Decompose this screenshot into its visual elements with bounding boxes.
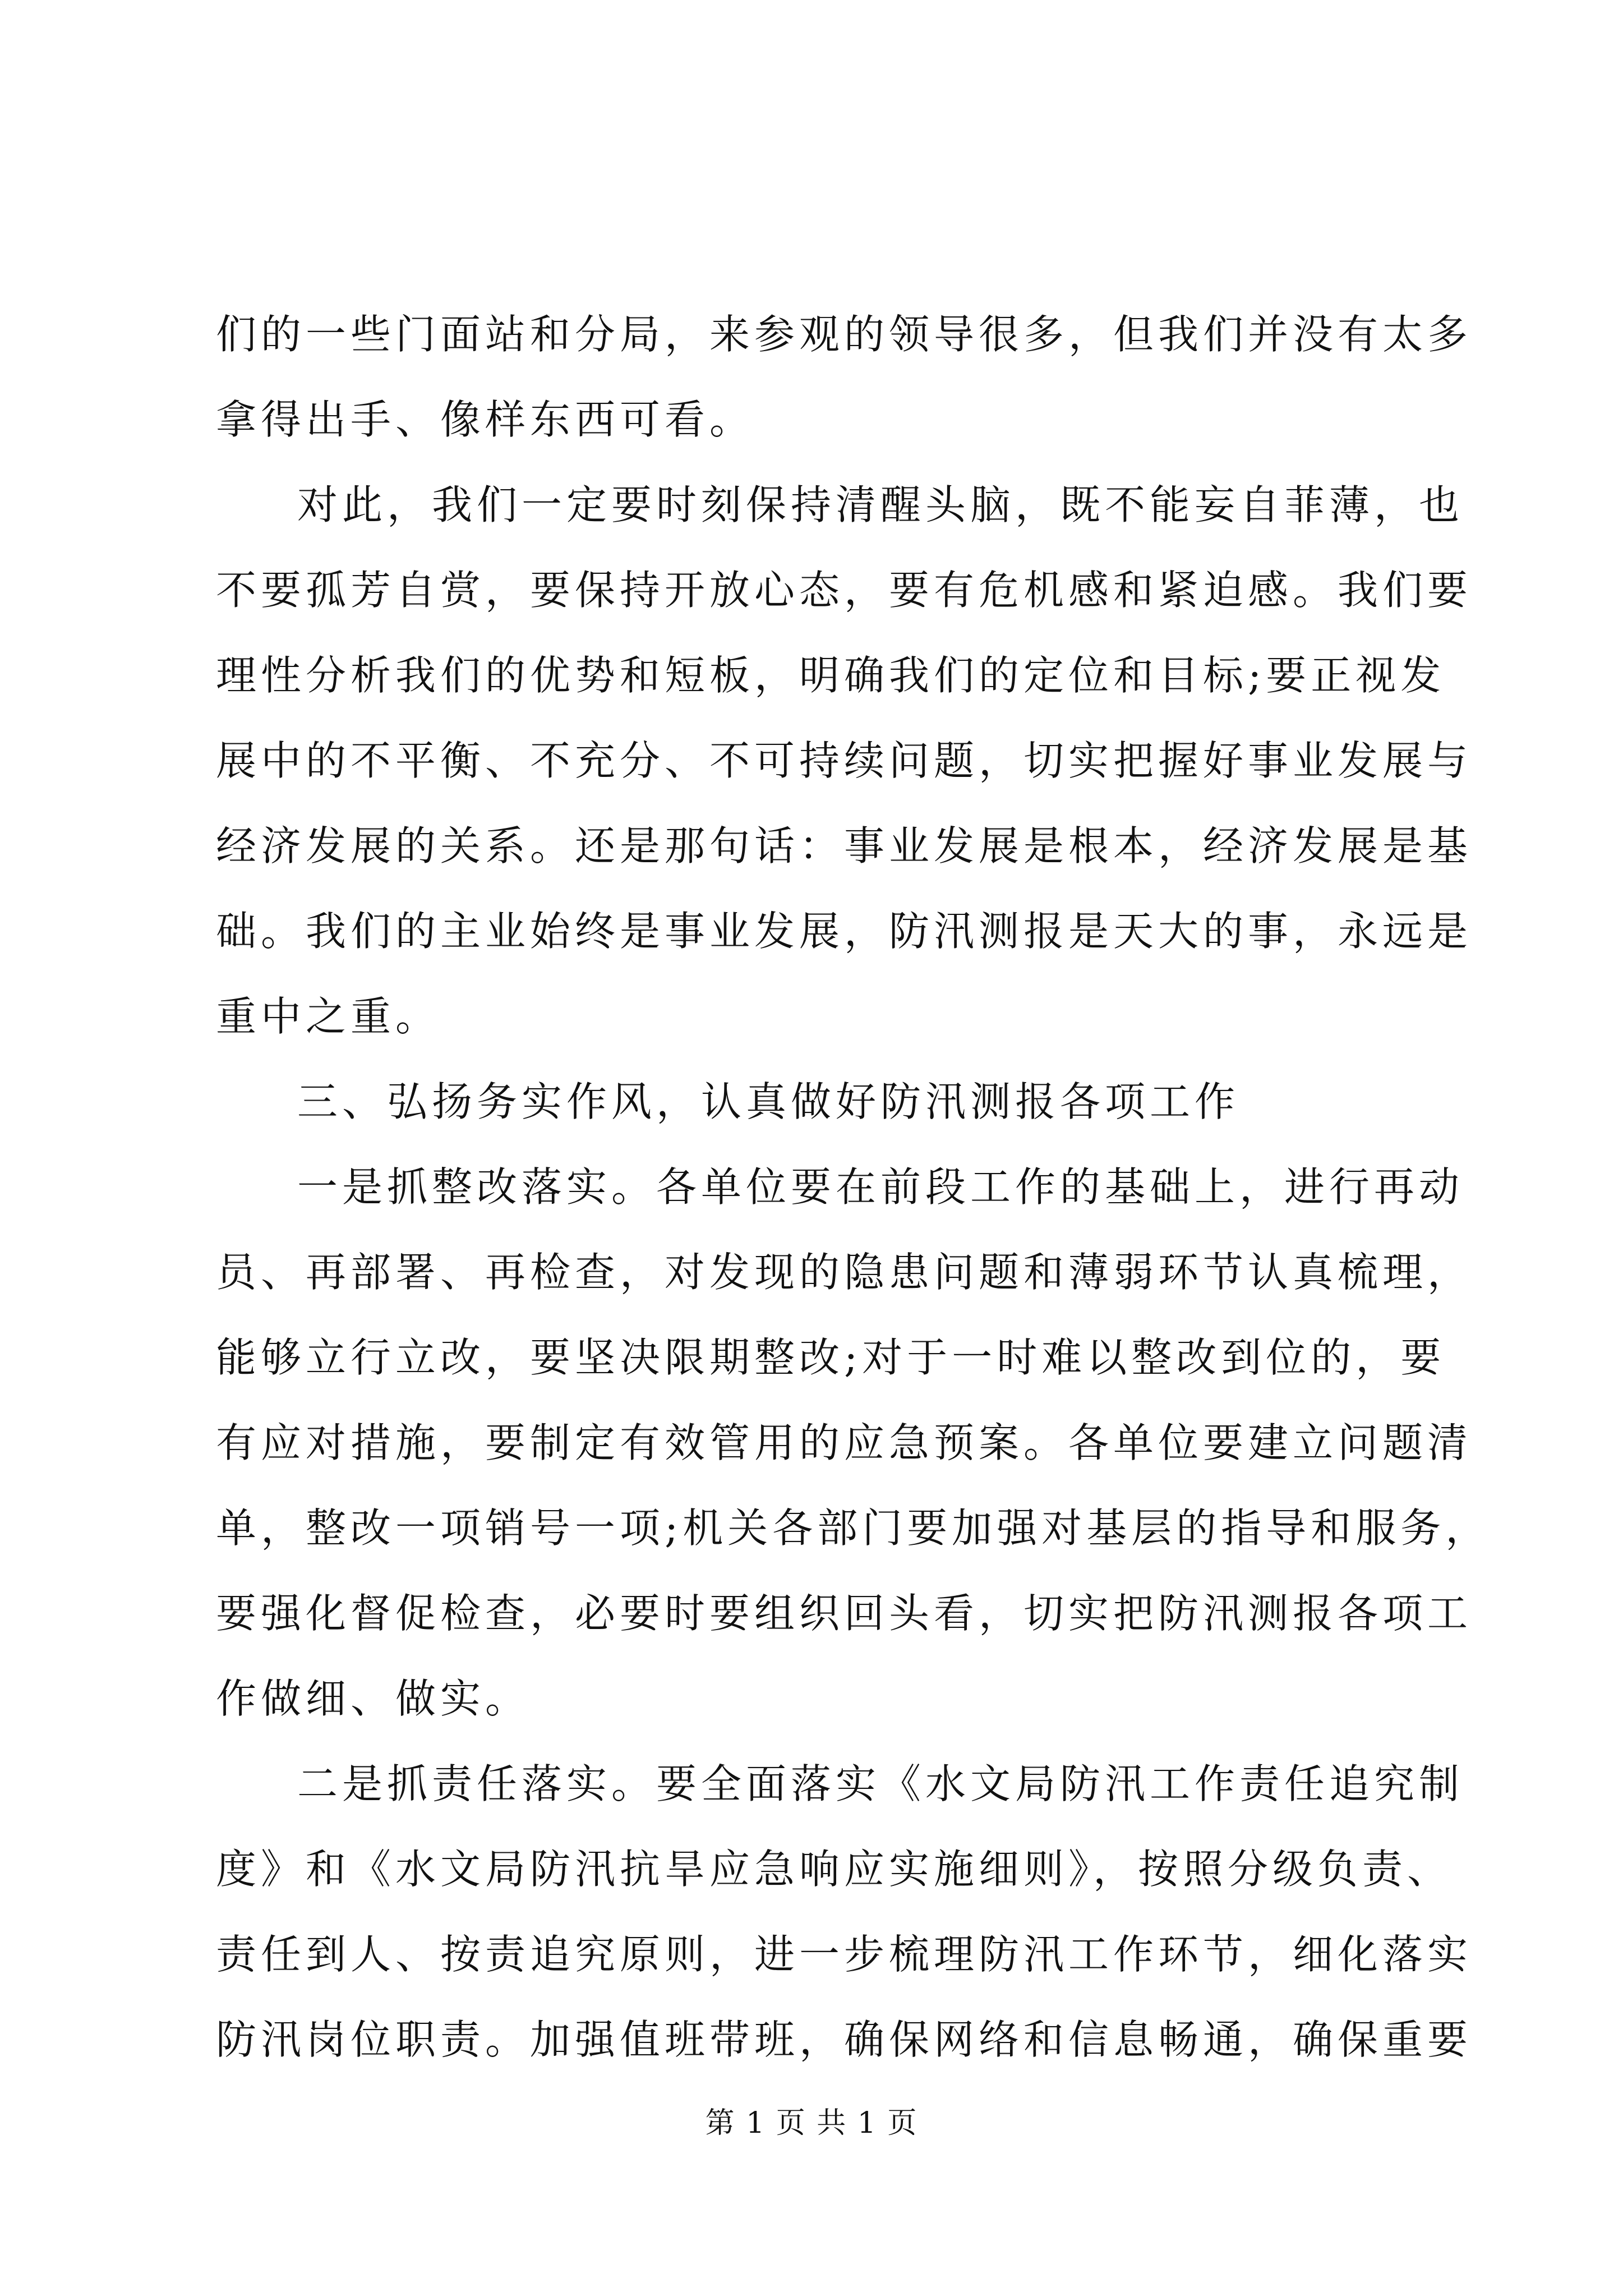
text-line: 础。我们的主业始终是事业发展，防汛测报是天大的事，永远是 (216, 908, 1473, 955)
paragraph-first-line: 一是抓整改落实。各单位要在前段工作的基础上，进行再动 (297, 1163, 1464, 1211)
text-line: 防汛岗位职责。加强值班带班，确保网络和信息畅通，确保重要 (216, 2016, 1473, 2063)
text-line: 作做细、做实。 (216, 1675, 531, 1722)
text-line: 有应对措施，要制定有效管用的应急预案。各单位要建立问题清 (216, 1419, 1473, 1466)
text-line: 能够立行立改，要坚决限期整改;对于一时难以整改到位的，要 (216, 1334, 1446, 1381)
text-line: 度》和《水文局防汛抗旱应急响应实施细则》，按照分级负责、 (216, 1846, 1453, 1893)
text-line: 展中的不平衡、不充分、不可持续问题，切实把握好事业发展与 (216, 737, 1473, 784)
text-line: 经济发展的关系。还是那句话：事业发展是根本，经济发展是基 (216, 822, 1473, 869)
text-line: 重中之重。 (216, 993, 441, 1040)
paragraph-first-line: 对此，我们一定要时刻保持清醒头脑，既不能妄自菲薄，也 (297, 481, 1464, 528)
text-line: 责任到人、按责追究原则，进一步梳理防汛工作环节，细化落实 (216, 1931, 1473, 1978)
text-line: 要强化督促检查，必要时要组织回头看，切实把防汛测报各项工 (216, 1590, 1473, 1637)
text-line: 不要孤芳自赏，要保持开放心态，要有危机感和紧迫感。我们要 (216, 567, 1473, 614)
page-number-footer: 第 1 页 共 1 页 (705, 2106, 918, 2140)
text-line: 单，整改一项销号一项;机关各部门要加强对基层的指导和服务， (216, 1504, 1491, 1552)
text-line: 理性分析我们的优势和短板，明确我们的定位和目标;要正视发 (216, 652, 1446, 699)
document-body (216, 292, 1491, 2082)
text-line: 员、再部署、再检查，对发现的隐患问题和薄弱环节认真梳理， (216, 1249, 1473, 1296)
section-heading: 三、弘扬务实作风，认真做好防汛测报各项工作 (297, 1078, 1240, 1125)
text-line: 们的一些门面站和分局，来参观的领导很多，但我们并没有太多 (216, 311, 1473, 358)
text-line: 拿得出手、像样东西可看。 (216, 396, 755, 443)
paragraph-first-line: 二是抓责任落实。要全面落实《水文局防汛工作责任追究制 (297, 1760, 1464, 1807)
